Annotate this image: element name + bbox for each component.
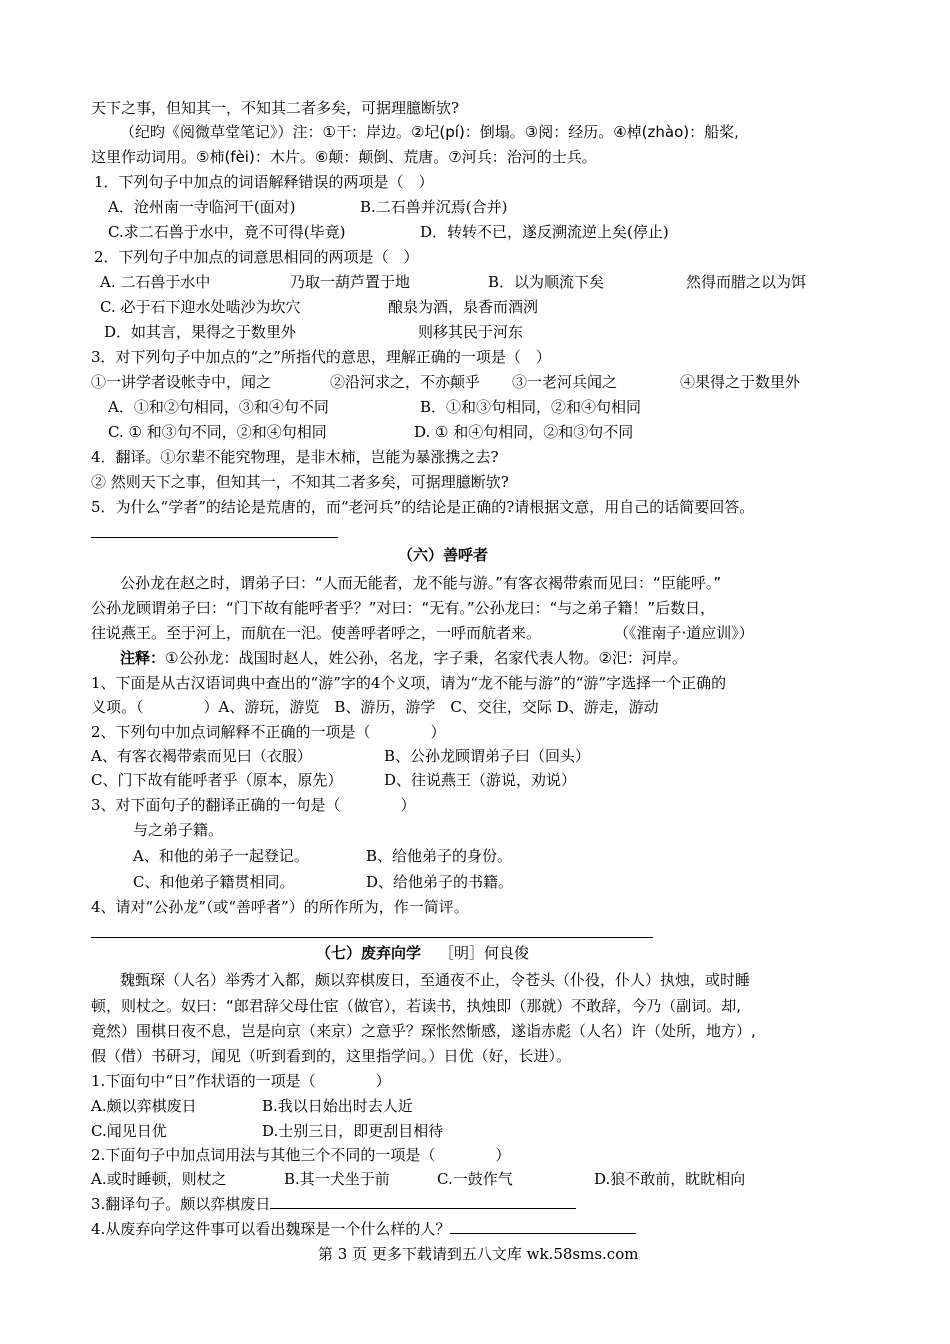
sec6-title: （六）善呼者 xyxy=(398,546,489,564)
sec5-q2-a1: A. 二石兽于水中 xyxy=(100,273,211,291)
sec7-q3: 3.翻译句子。颇以弈棋废日 xyxy=(91,1195,271,1213)
sec6-q2-c: C、门下故有能呼者乎（原本，原先） xyxy=(91,771,343,789)
sec6-q3-sentence: 与之弟子籍。 xyxy=(133,821,224,839)
sec6-q3-a: A、和他的弟子一起登记。 xyxy=(133,847,309,865)
sec6-note-label: 注释： xyxy=(120,649,166,667)
sec5-q1: 1．下列句子中加点的词语解释错误的两项是（ ） xyxy=(94,173,434,191)
sec5-q2-d1: D．如其言，果得之于数里外 xyxy=(104,323,297,341)
answer-line-sec6-q4[interactable] xyxy=(91,937,653,938)
sec7-q4: 4.从废弃向学这件事可以看出魏琛是一个什么样的人？ xyxy=(91,1220,451,1238)
sec5-q3-b: B．①和③句相同，②和④句相同 xyxy=(420,398,642,416)
sec5-q3-a: A．①和②句相同，③和④句不同 xyxy=(108,398,329,416)
sec6-para-line3: 往说燕王。至于河上，而航在一汜。使善呼者呼之，一呼而航者来。 xyxy=(91,624,542,642)
sec7-para-line2: 顿，则杖之。奴曰：“郎君辞父母仕宦（做官），若读书，执烛即（那就）不敢辞，今乃（副词。却, xyxy=(91,997,742,1015)
sec5-q2: 2．下列句子中加点的词意思相同的两项是（ ） xyxy=(94,248,419,266)
sec7-q1-a: A.颇以弈棋废日 xyxy=(91,1097,197,1115)
sec5-q1-d: D．转转不已，遂反溯流逆上矣(停止) xyxy=(420,223,669,241)
sec7-para-line4: 假（借）书研习，闻见（听到看到的，这里指学问。）日优（好，长进）。 xyxy=(91,1047,572,1065)
sec6-q2-b: B、公孙龙顾谓弟子曰（回头） xyxy=(384,747,591,765)
sec6-q1: 1、下面是从古汉语词典中查出的“游”字的4个义项，请为“龙不能与游”的“游”字选择一个正确的 xyxy=(91,674,727,692)
sec6-para-line2: 公孙龙顾谓弟子曰：“门下故有能呼者乎？”对曰：“无有。”公孙龙曰：“与之弟子籍！”后数日， xyxy=(91,599,716,617)
sec7-title: （七）废弃向学 xyxy=(316,944,422,962)
sec5-q1-a: A．沧州南一寺临河干(面对) xyxy=(108,198,296,216)
sec6-q3-d: D、给他弟子的书籍。 xyxy=(366,873,514,891)
sec5-q2-b1: B．以为顺流下矣 xyxy=(488,273,605,291)
sec6-q2-a: A、有客衣褐带索而见曰（衣服） xyxy=(91,747,312,765)
page-footer: 第 3 页 更多下载请到五八文库 wk.58sms.com xyxy=(318,1245,639,1263)
sec5-q4-b: ② 然则天下之事，但知其一，不知其二者多矣，可据理臆断欤? xyxy=(91,473,509,491)
sec6-q2: 2、下列句中加点词解释不正确的一项是（ ） xyxy=(91,723,446,741)
sec7-para-line3: 竟然）围棋日夜不息，岂是向京（来京）之意乎？琛怅然惭感，遂诣赤彪（人名）许（处所，地方）, xyxy=(91,1022,756,1040)
sec6-q3-c: C、和他弟子籍贯相同。 xyxy=(133,873,295,891)
sec7-q1-c: C.闻见日优 xyxy=(91,1122,167,1140)
sec6-q3: 3、对下面句子的翻译正确的一句是（ ） xyxy=(91,796,416,814)
sec7-author: ［明］何良俊 xyxy=(439,944,530,962)
sec5-q1-b: B.二石兽并沉焉(合并) xyxy=(360,198,508,216)
answer-blank-sec7-q4[interactable] xyxy=(450,1219,636,1234)
sec7-q1-b: B.我以日始出时去人近 xyxy=(262,1097,413,1115)
sec5-q3-d: D. ① 和④句相同，②和③句不同 xyxy=(414,423,634,441)
sec6-q4: 4、请对“公孙龙”（或“善呼者”）的所作所为，作一简评。 xyxy=(91,898,469,916)
sec7-q2-b: B.其一犬坐于前 xyxy=(284,1170,390,1188)
sec6-q2-d: D、往说燕王（游说，劝说） xyxy=(384,771,577,789)
sec7-q1: 1.下面句中“日”作状语的一项是（ ） xyxy=(91,1072,391,1090)
answer-line-q5[interactable] xyxy=(91,537,338,538)
sec5-closing-line: 天下之事，但知其一，不知其二者多矣，可据理臆断欤? xyxy=(91,99,460,117)
sec7-q2-d: D.狼不敢前，眈眈相向 xyxy=(594,1170,746,1188)
sec7-para-line1: 魏甄琛（人名）举秀才入都，颇以弈棋废日，至通夜不止，令苍头（仆役，仆人）执烛，或时睡 xyxy=(120,971,751,989)
sec6-para-line1: 公孙龙在赵之时，谓弟子曰：“人而无能者，龙不能与游。”有客衣褐带索而见曰：“臣能呼。” xyxy=(120,574,722,592)
sec5-q2-a2: 乃取一葫芦置于地 xyxy=(290,273,411,291)
sec5-q2-b2: 然得而腊之以为饵 xyxy=(686,273,807,291)
sec5-q1-c: C.求二石兽于水中，竟不可得(毕竟) xyxy=(108,223,346,241)
sec5-q3-c: C. ① 和③句不同，②和④句相同 xyxy=(108,423,327,441)
sec5-q3-s2: ②沿河求之，不亦颠乎 xyxy=(330,373,481,391)
sec5-q3-s3: ③一老河兵闻之 xyxy=(512,373,618,391)
sec5-q5: 5．为什么“学者”的结论是荒唐的，而“老河兵”的结论是正确的?请根据文意，用自己的话简要回答。 xyxy=(91,498,755,516)
sec6-note: ①公孙龙：战国时赵人，姓公孙，名龙，字子秉，名家代表人物。②汜：河岸。 xyxy=(165,649,687,667)
sec7-q2-a: A.或时睡顿，则杖之 xyxy=(91,1170,227,1188)
sec7-q2-c: C.一鼓作气 xyxy=(437,1170,513,1188)
sec5-note-line1: （纪昀《阅微草堂笔记》）注：①干：岸边。②圮(pí)：倒塌。③阅：经历。④棹(zhào)：船桨, xyxy=(120,123,739,141)
sec7-q2: 2.下面句子中加点词用法与其他三个不同的一项是（ ） xyxy=(91,1146,511,1164)
sec5-q3-s4: ④果得之于数里外 xyxy=(680,373,801,391)
sec5-q2-d2: 则移其民于河东 xyxy=(418,323,524,341)
sec7-q1-d: D.士别三日，即更刮目相待 xyxy=(262,1122,444,1140)
sec5-q4: 4．翻译。①尔辈不能究物理，是非木柿，岂能为暴涨携之去? xyxy=(91,448,499,466)
sec5-note-line2: 这里作动词用。⑤柿(fèi)：木片。⑥颠：颠倒、荒唐。⑦河兵：治河的士兵。 xyxy=(91,148,597,166)
sec5-q2-c2: 酿泉为酒，泉香而酒洌 xyxy=(388,298,539,316)
sec5-q3-s1: ①一讲学者设帐寺中，闻之 xyxy=(91,373,272,391)
sec5-q3: 3．对下列句子中加点的“之”所指代的意思，理解正确的一项是（ ） xyxy=(91,348,551,366)
answer-blank-sec7-q3[interactable] xyxy=(270,1194,576,1209)
sec6-q1-options: 义项。（ ）A、游玩，游览 B、游历，游学 C、交往，交际 D、游走，游动 xyxy=(91,698,659,716)
sec6-source: （《淮南子·道应训》） xyxy=(614,624,754,642)
sec6-q3-b: B、给他弟子的身份。 xyxy=(366,847,513,865)
sec5-q2-c1: C. 必于石下迎水处啮沙为坎穴 xyxy=(100,298,301,316)
